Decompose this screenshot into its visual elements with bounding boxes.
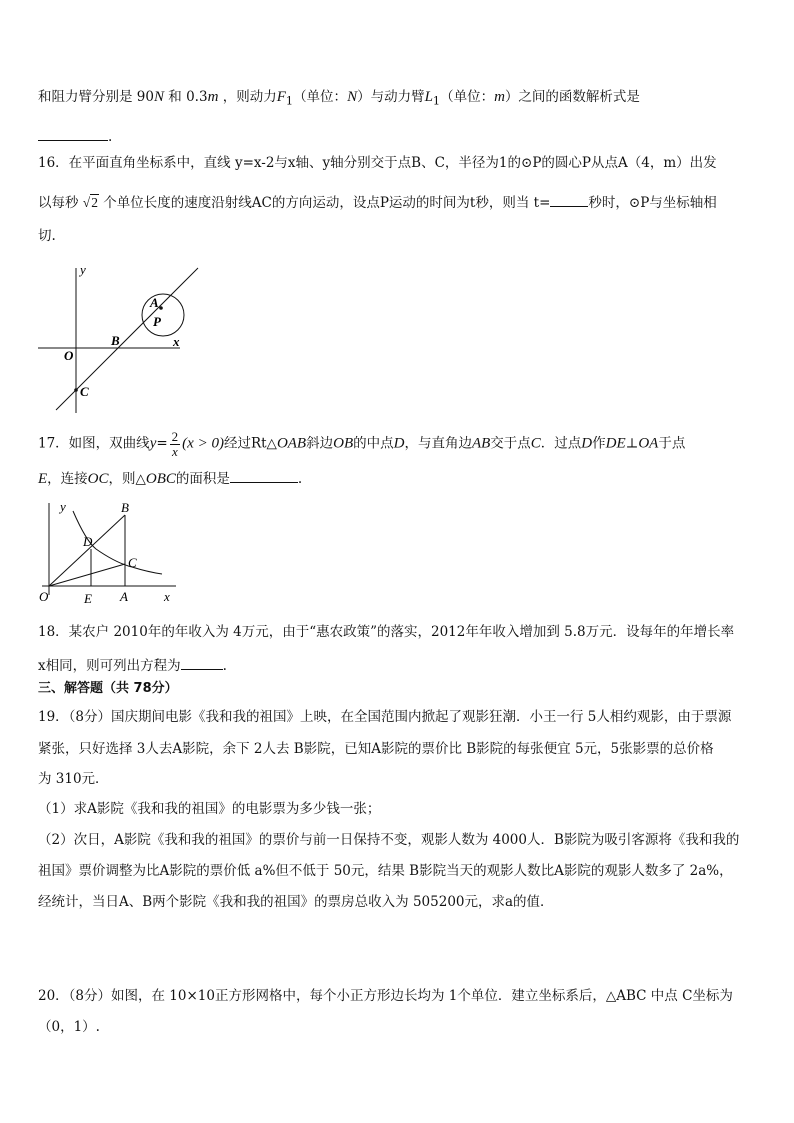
label-p: P [153,314,161,329]
label-o: O [39,589,49,604]
fraction-2-over-x: $\frac{2}{x}$ [171,429,179,459]
q18-line2: x相同，则可列出方程为 . [38,658,227,674]
label-x: x [173,334,180,349]
circle-p [142,294,184,336]
q16-line1: 16．在平面直角坐标系中，直线 y=x-2与x轴、y轴分别交于点B、C，半径为1的⊙P的圆心P从点A（4，m）出发 [38,155,717,171]
q16-figure [30,258,220,418]
q17-figure [36,497,186,607]
q19-part2-line2: 祖国》票价调整为比A影院的票价低 a%但不低于 50元，结果 B影院当天的观影人数比A影院的观影人数多了 2a%， [38,863,733,879]
label-e: E [84,591,92,606]
q16-line3: 切. [38,228,56,244]
sqrt-2: √2 [82,195,98,210]
q19-line1: 19．（8分）国庆期间电影《我和我的祖国》上映，在全国范围内掀起了观影狂潮．小王一行 5人相约观影，由于票源 [38,709,732,725]
q19-line2: 紧张，只好选择 3人去A影院，余下 2人去 B影院，已知A影院的票价比 B影院的每张便宜 5元，5张影票的总价格 [38,741,714,757]
label-b: B [111,333,120,348]
q20-line2: （0，1）. [38,1019,100,1035]
label-x: x [164,589,170,604]
label-d: D [83,534,93,549]
section-title: 三、解答题（共 78分） [38,681,178,696]
answer-blank[interactable] [181,657,223,670]
q20-line1: 20．（8分）如图，在 10×10正方形网格中，每个小正方形边长均为 1个单位．建立坐标系后，△ABC 中点 C坐标为 [38,988,733,1004]
label-b: B [121,500,129,515]
label-y: y [60,499,66,514]
point-c [74,388,78,392]
answer-blank[interactable] [550,194,588,207]
label-c: C [80,384,89,399]
q19-part2-line1: （2）次日，A影院《我和我的祖国》的票价与前一日保持不变，观影人数为 4000人．B影院为吸引客源将《我和我的 [38,832,740,848]
label-c: C [128,555,137,570]
q18-line1: 18．某农户 2010年的年收入为 4万元，由于“惠农政策”的落实，2012年年收入增加到 5.8万元．设每年的年增长率 [38,624,735,640]
q19-part1: （1）求A影院《我和我的祖国》的电影票为多少钱一张； [38,801,381,817]
q19-line3: 为 310元． [38,771,109,787]
q15-answer-line: . [38,128,112,145]
q16-line2: 以每秒 √2 个单位长度的速度沿射线AC的方向运动，设点P运动的时间为t秒，则当 t= 秒时，⊙P与坐标轴相 [38,195,717,211]
answer-blank[interactable] [230,470,298,483]
point-a [159,306,163,310]
label-y: y [80,262,86,277]
q17-line1: 17．如图，双曲线y= $\frac{2}{x}$ (x > 0)经过Rt△OAB斜边OB的中点D，与直角边AB交于点C．过点D作DE⊥OA于点 [38,429,686,459]
label-a: A [150,295,159,310]
q17-line2: E，连接OC，则△OBC的面积是 . [38,471,303,487]
label-a: A [120,589,128,604]
q15-line1: 和阻力臂分别是 90N 和 0.3m ，则动力$F_1$（单位：N）与动力臂$L_1$（单位：m）之间的函数解析式是 [38,89,640,108]
q19-part2-line3: 经统计，当日A、B两个影院《我和我的祖国》的票房总收入为 505200元，求a的值． [38,894,554,910]
label-o: O [64,348,74,363]
answer-blank[interactable] [38,128,108,141]
